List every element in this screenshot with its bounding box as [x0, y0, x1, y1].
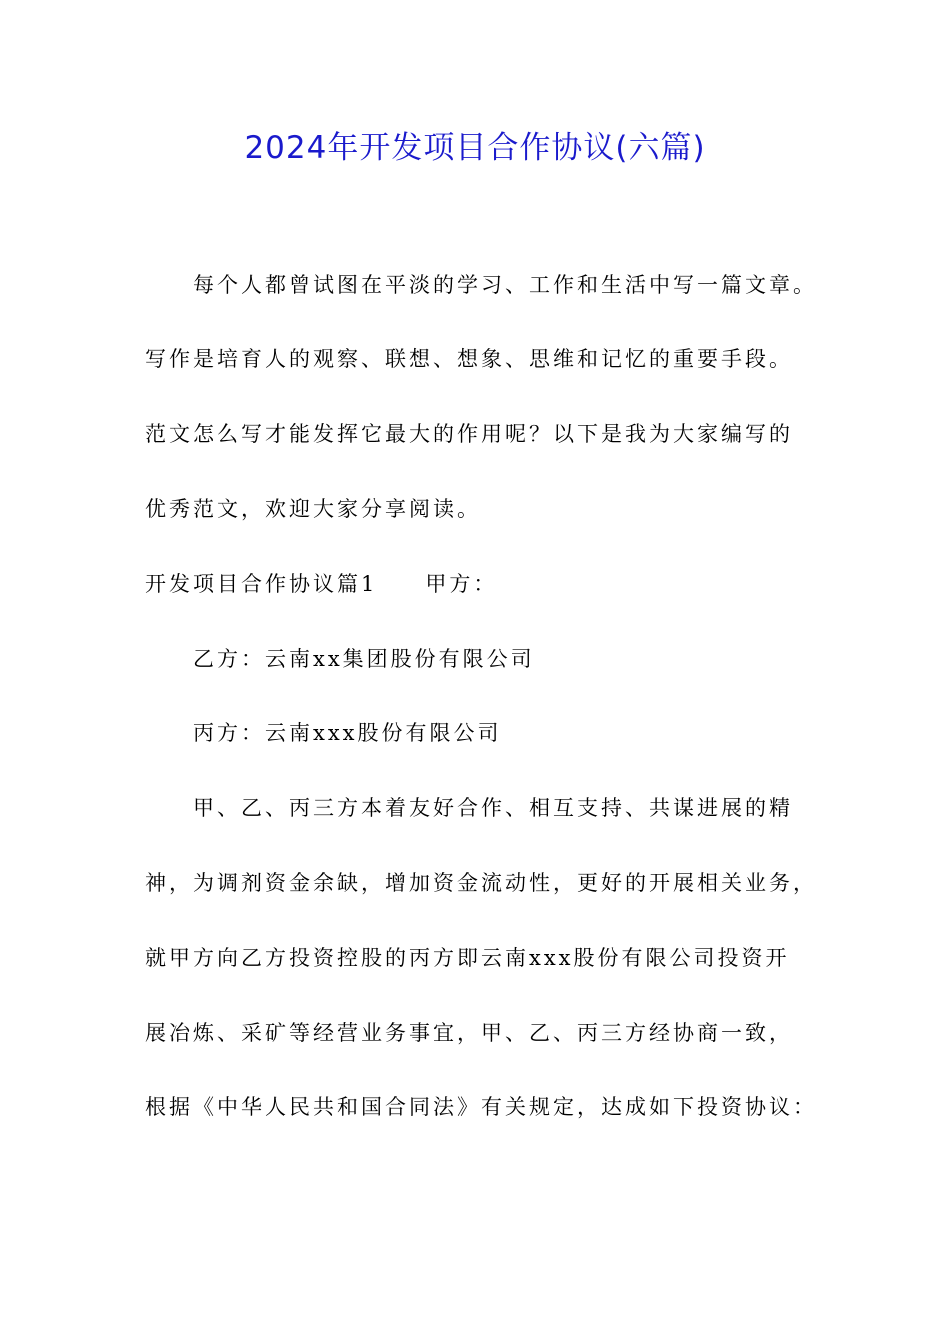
body-line-11: 展冶炼、采矿等经营业务事宜，甲、乙、丙三方经协商一致，: [145, 1021, 793, 1045]
body-line-1: 每个人都曾试图在平淡的学习、工作和生活中写一篇文章。: [193, 273, 817, 297]
body-line-9: 神，为调剂资金余缺，增加资金流动性，更好的开展相关业务，: [145, 871, 817, 895]
body-line-2: 写作是培育人的观察、联想、想象、思维和记忆的重要手段。: [145, 347, 793, 371]
section-heading-line: 开发项目合作协议篇1 甲方：: [145, 572, 498, 596]
body-line-12: 根据《中华人民共和国合同法》有关规定，达成如下投资协议：: [145, 1095, 817, 1119]
body-line-3: 范文怎么写才能发挥它最大的作用呢？以下是我为大家编写的: [145, 422, 793, 446]
party-c-line: 丙方：云南xxx股份有限公司: [193, 721, 502, 745]
body-line-10: 就甲方向乙方投资控股的丙方即云南xxx股份有限公司投资开: [145, 946, 790, 970]
body-line-8: 甲、乙、丙三方本着友好合作、相互支持、共谋进展的精: [193, 796, 793, 820]
body-line-4: 优秀范文，欢迎大家分享阅读。: [145, 497, 481, 521]
party-b-line: 乙方：云南xx集团股份有限公司: [193, 647, 535, 671]
document-title: 2024年开发项目合作协议(六篇): [244, 130, 706, 166]
